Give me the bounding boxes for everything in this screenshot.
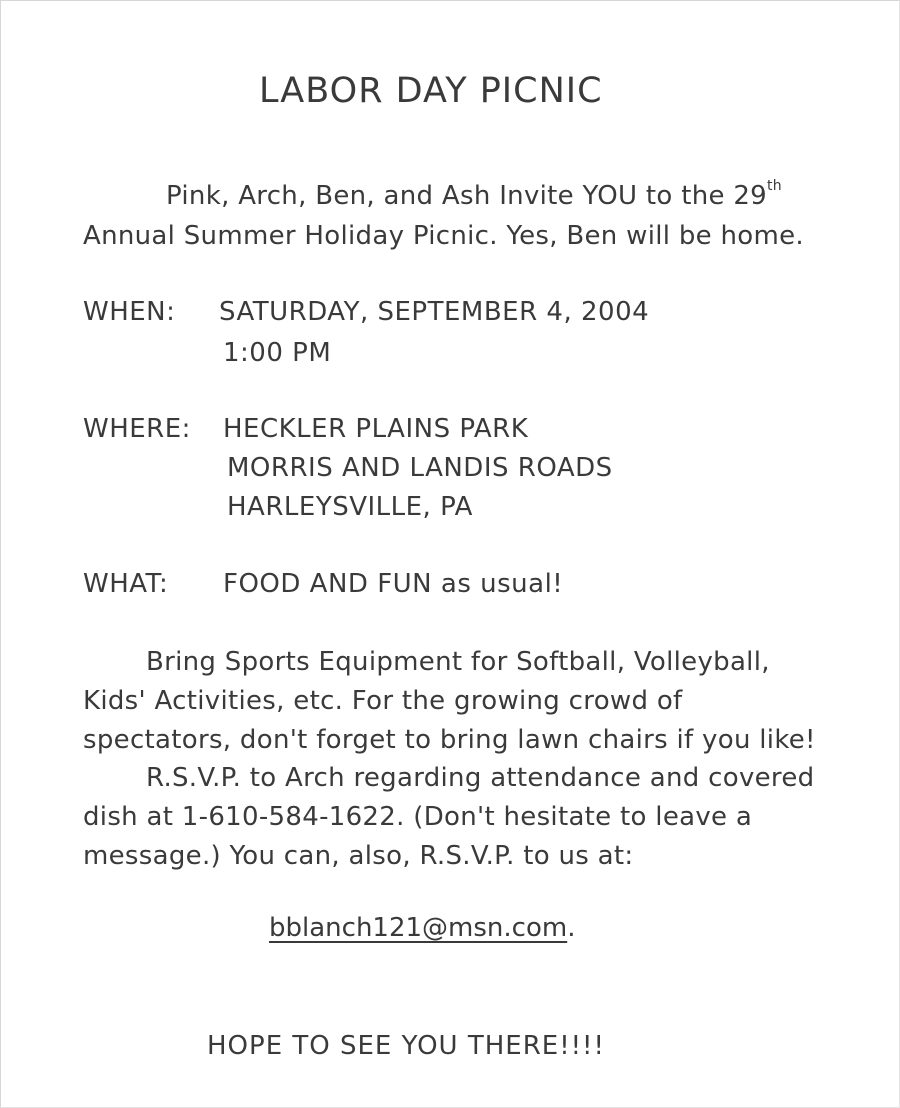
where-label: WHERE: bbox=[83, 414, 191, 444]
where-line-2: MORRIS AND LANDIS ROADS bbox=[227, 453, 613, 483]
closing-line: HOPE TO SEE YOU THERE!!!! bbox=[207, 1031, 605, 1061]
body-line-1: Bring Sports Equipment for Softball, Volleyball, bbox=[146, 647, 770, 677]
where-line-3: HARLEYSVILLE, PA bbox=[227, 492, 473, 522]
body-line-5: dish at 1-610-584-1622. (Don't hesitate to leave a bbox=[83, 802, 753, 832]
body-line-6: message.) You can, also, R.S.V.P. to us at: bbox=[83, 841, 634, 871]
intro-line-1-text: Pink, Arch, Ben, and Ash Invite YOU to the 29 bbox=[166, 181, 768, 211]
when-label: WHEN: bbox=[83, 297, 176, 327]
intro-line-2: Annual Summer Holiday Picnic. Yes, Ben will be home. bbox=[83, 221, 804, 251]
body-line-4: R.S.V.P. to Arch regarding attendance and covered bbox=[146, 763, 815, 793]
where-line-1: HECKLER PLAINS PARK bbox=[223, 414, 529, 444]
intro-line-1 bbox=[166, 178, 782, 211]
what-value: FOOD AND FUN as usual! bbox=[223, 569, 564, 599]
body-line-2: Kids' Activities, etc. For the growing crowd of bbox=[83, 686, 683, 716]
when-date: SATURDAY, SEPTEMBER 4, 2004 bbox=[219, 297, 650, 327]
email-trailing-period: . bbox=[567, 913, 576, 943]
email-link[interactable]: bblanch121@msn.com bbox=[269, 913, 568, 943]
what-label: WHAT: bbox=[83, 569, 169, 599]
email-line bbox=[269, 913, 575, 943]
body-line-3: spectators, don't forget to bring lawn chairs if you like! bbox=[83, 725, 816, 755]
flyer-title: LABOR DAY PICNIC bbox=[259, 71, 603, 111]
ordinal-suffix: th bbox=[767, 178, 782, 195]
when-time: 1:00 PM bbox=[223, 338, 332, 368]
